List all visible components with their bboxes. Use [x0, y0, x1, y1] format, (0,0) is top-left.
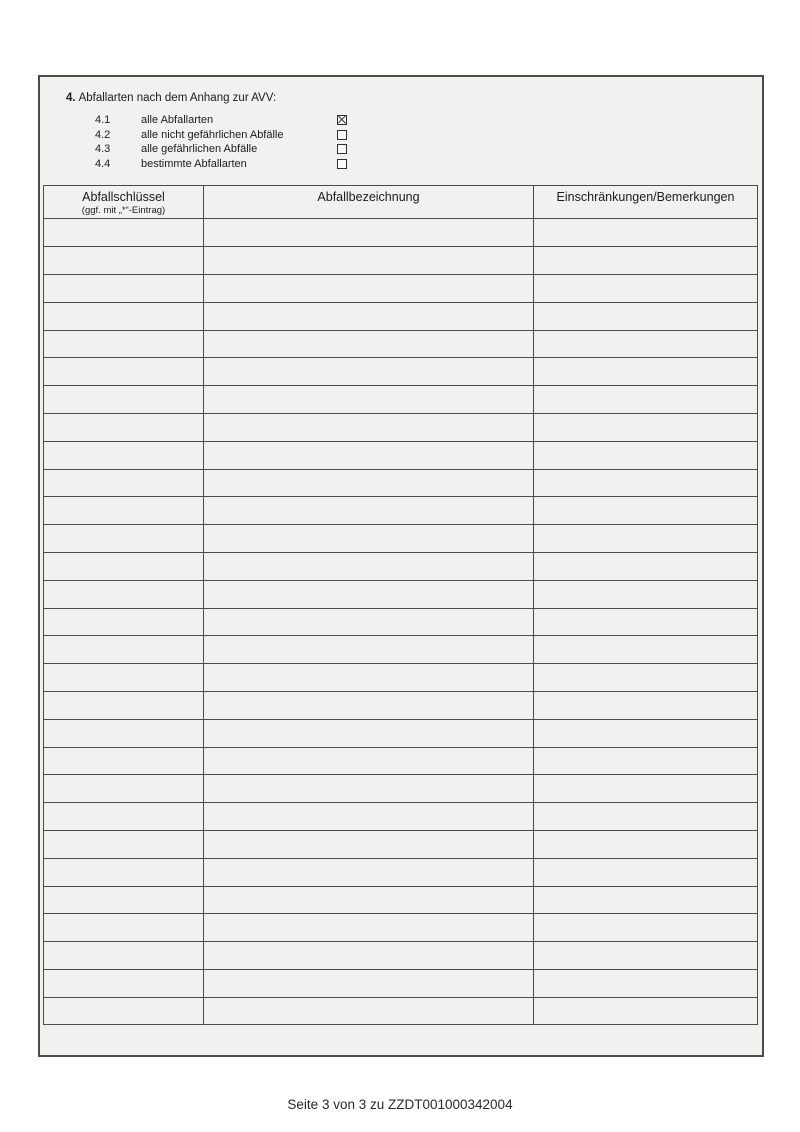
cell-abfallbezeichnung [204, 969, 534, 997]
table-row [44, 525, 758, 553]
cell-einschraenkungen [534, 608, 758, 636]
cell-abfallbezeichnung [204, 775, 534, 803]
table-row [44, 886, 758, 914]
cell-einschraenkungen [534, 942, 758, 970]
cell-einschraenkungen [534, 886, 758, 914]
option-checkbox[interactable] [337, 144, 347, 154]
cell-abfallschluessel [44, 580, 204, 608]
cell-einschraenkungen [534, 386, 758, 414]
cell-einschraenkungen [534, 691, 758, 719]
cell-abfallschluessel [44, 469, 204, 497]
cell-abfallschluessel [44, 608, 204, 636]
column-header-abfallschluessel [44, 186, 204, 219]
section-title: Abfallarten nach dem Anhang zur AVV: [78, 92, 277, 104]
table-row [44, 497, 758, 525]
cell-abfallschluessel [44, 330, 204, 358]
column-subtitle: (ggf. mit „*“-Eintrag) [81, 205, 166, 217]
cell-abfallbezeichnung [204, 386, 534, 414]
table-row [44, 942, 758, 970]
cell-abfallschluessel [44, 274, 204, 302]
table-row [44, 413, 758, 441]
cell-einschraenkungen [534, 525, 758, 553]
option-checkbox[interactable] [337, 159, 347, 169]
cell-abfallbezeichnung [204, 580, 534, 608]
cell-einschraenkungen [534, 441, 758, 469]
cell-abfallbezeichnung [204, 469, 534, 497]
table-row [44, 858, 758, 886]
cell-einschraenkungen [534, 747, 758, 775]
cell-einschraenkungen [534, 302, 758, 330]
table-row [44, 441, 758, 469]
cell-abfallbezeichnung [204, 247, 534, 275]
table-row [44, 719, 758, 747]
column-header-abfallbezeichnung [204, 186, 534, 219]
cell-abfallschluessel [44, 858, 204, 886]
table-row [44, 969, 758, 997]
cell-abfallschluessel [44, 775, 204, 803]
cell-abfallschluessel [44, 942, 204, 970]
cell-abfallschluessel [44, 247, 204, 275]
table-row [44, 247, 758, 275]
table-row [44, 664, 758, 692]
cell-einschraenkungen [534, 469, 758, 497]
option-number: 4.1 [95, 114, 111, 127]
cell-abfallbezeichnung [204, 691, 534, 719]
table-row [44, 914, 758, 942]
option-label: bestimmte Abfallarten [141, 158, 247, 171]
cell-abfallbezeichnung [204, 358, 534, 386]
cell-abfallschluessel [44, 219, 204, 247]
cell-abfallschluessel [44, 969, 204, 997]
cell-abfallbezeichnung [204, 942, 534, 970]
cell-abfallschluessel [44, 914, 204, 942]
cell-einschraenkungen [534, 497, 758, 525]
cell-einschraenkungen [534, 358, 758, 386]
cell-einschraenkungen [534, 830, 758, 858]
waste-type-option [95, 128, 762, 143]
table-row [44, 580, 758, 608]
option-number: 4.2 [95, 128, 111, 141]
cell-abfallschluessel [44, 497, 204, 525]
cell-abfallschluessel [44, 386, 204, 414]
option-number: 4.4 [95, 158, 111, 171]
cell-einschraenkungen [534, 636, 758, 664]
cell-abfallbezeichnung [204, 497, 534, 525]
cell-einschraenkungen [534, 775, 758, 803]
cell-abfallschluessel [44, 552, 204, 580]
cell-abfallschluessel [44, 803, 204, 831]
cell-abfallbezeichnung [204, 886, 534, 914]
cell-abfallbezeichnung [204, 552, 534, 580]
cell-abfallschluessel [44, 636, 204, 664]
cell-abfallbezeichnung [204, 664, 534, 692]
table-row [44, 302, 758, 330]
cell-einschraenkungen [534, 552, 758, 580]
cell-abfallbezeichnung [204, 330, 534, 358]
table-row [44, 330, 758, 358]
waste-type-option [95, 142, 762, 157]
cell-einschraenkungen [534, 274, 758, 302]
cell-abfallschluessel [44, 413, 204, 441]
table-row [44, 691, 758, 719]
form-border-box [38, 75, 764, 1057]
cell-abfallbezeichnung [204, 441, 534, 469]
table-row [44, 775, 758, 803]
cell-abfallbezeichnung [204, 302, 534, 330]
table-row [44, 386, 758, 414]
column-title: Abfallbezeichnung [317, 190, 420, 205]
cell-einschraenkungen [534, 719, 758, 747]
table-row [44, 608, 758, 636]
cell-abfallschluessel [44, 302, 204, 330]
cell-abfallbezeichnung [204, 830, 534, 858]
cell-abfallbezeichnung [204, 914, 534, 942]
section-4-heading [66, 91, 762, 106]
table-row [44, 552, 758, 580]
cell-einschraenkungen [534, 969, 758, 997]
cell-abfallschluessel [44, 997, 204, 1025]
cell-einschraenkungen [534, 219, 758, 247]
cell-abfallschluessel [44, 747, 204, 775]
cell-abfallbezeichnung [204, 219, 534, 247]
option-checkbox[interactable] [337, 115, 347, 125]
cell-einschraenkungen [534, 858, 758, 886]
cell-abfallbezeichnung [204, 997, 534, 1025]
cell-einschraenkungen [534, 580, 758, 608]
option-checkbox[interactable] [337, 130, 347, 140]
cell-abfallschluessel [44, 441, 204, 469]
cell-abfallschluessel [44, 886, 204, 914]
option-label: alle nicht gefährlichen Abfälle [141, 128, 284, 141]
cell-abfallbezeichnung [204, 803, 534, 831]
table-row [44, 747, 758, 775]
cell-abfallbezeichnung [204, 525, 534, 553]
cell-einschraenkungen [534, 247, 758, 275]
cell-abfallschluessel [44, 664, 204, 692]
cell-abfallbezeichnung [204, 858, 534, 886]
cell-einschraenkungen [534, 914, 758, 942]
cell-einschraenkungen [534, 997, 758, 1025]
cell-abfallbezeichnung [204, 608, 534, 636]
table-row [44, 469, 758, 497]
table-row [44, 830, 758, 858]
table-row [44, 636, 758, 664]
table-row [44, 358, 758, 386]
cell-einschraenkungen [534, 330, 758, 358]
table-row [44, 274, 758, 302]
page-footer: Seite 3 von 3 zu ZZDT001000342004 [287, 1097, 513, 1112]
cell-einschraenkungen [534, 413, 758, 441]
waste-types-table [43, 185, 758, 1025]
option-number: 4.3 [95, 143, 111, 156]
cell-abfallbezeichnung [204, 747, 534, 775]
cell-einschraenkungen [534, 664, 758, 692]
cell-abfallschluessel [44, 358, 204, 386]
cell-abfallschluessel [44, 830, 204, 858]
column-header-einschraenkungen [534, 186, 758, 219]
cell-abfallbezeichnung [204, 274, 534, 302]
cell-einschraenkungen [534, 803, 758, 831]
cell-abfallbezeichnung [204, 719, 534, 747]
cell-abfallschluessel [44, 691, 204, 719]
waste-type-options [95, 113, 762, 171]
cell-abfallschluessel [44, 525, 204, 553]
table-row [44, 997, 758, 1025]
column-title: Einschränkungen/Bemerkungen [556, 190, 735, 205]
cell-abfallschluessel [44, 719, 204, 747]
option-label: alle gefährlichen Abfälle [141, 143, 258, 156]
waste-type-option [95, 157, 762, 172]
table-header-row [44, 186, 758, 219]
cell-abfallbezeichnung [204, 636, 534, 664]
option-label: alle Abfallarten [141, 114, 214, 127]
waste-type-option [95, 113, 762, 128]
column-title: Abfallschlüssel [82, 190, 165, 205]
table-row [44, 219, 758, 247]
section-number: 4. [66, 92, 76, 104]
table-row [44, 803, 758, 831]
cell-abfallbezeichnung [204, 413, 534, 441]
